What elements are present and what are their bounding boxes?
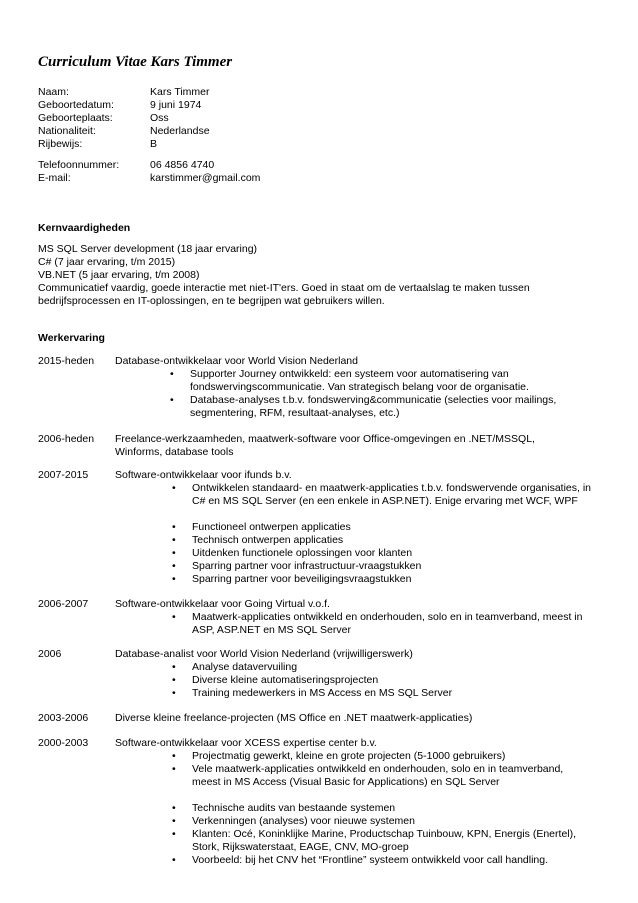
job-bullet-text: Voorbeeld: bij het CNV het “Frontline” systeem ontwikkeld voor call handling. <box>192 854 549 866</box>
bullet-icon: • <box>172 750 176 762</box>
job-bullet <box>172 854 592 867</box>
job-bullet-text: Projectmatig gewerkt, kleine en grote projecten (5-1000 gebruikers) <box>192 750 506 762</box>
bullet-icon: • <box>172 534 176 546</box>
bullet-icon: • <box>172 611 176 623</box>
job-bullet <box>172 573 587 586</box>
job-bullet-text: Analyse datavervuiling <box>192 661 298 673</box>
skill-line: C# (7 jaar ervaring, t/m 2015) <box>38 256 176 268</box>
job-bullet <box>172 482 592 508</box>
job-bullet-text: Supporter Journey ontwikkeld: een systeem voor automatisering van fondswervingscommunicatie. Van strategisch belang voor de organisatie. <box>190 368 529 393</box>
job-bullet <box>172 547 587 560</box>
job-bullet-text: Diverse kleine automatiseringsprojecten <box>192 674 379 686</box>
job-bullet <box>172 750 587 763</box>
job-bullet <box>172 521 587 534</box>
job-title: Software-ontwikkelaar voor Going Virtual v.o.f. <box>115 598 330 610</box>
job-period: 2006-heden <box>38 433 95 445</box>
job-period: 2015-heden <box>38 355 95 367</box>
personal-value-name: Kars Timmer <box>150 86 210 98</box>
job-title: Software-ontwikkelaar voor ifunds b.v. <box>115 469 292 481</box>
skills-heading: Kernvaardigheden <box>38 222 131 234</box>
job-bullet-text: Ontwikkelen standaard- en maatwerk-applicaties t.b.v. fondswervende organisaties, in C# en MS SQL Server (en een enkele in ASP.NET). Enige ervaring met WCF, WPF <box>192 482 592 507</box>
job-bullet-text: Maatwerk-applicaties ontwikkeld en onderhouden, solo en in teamverband, meest in ASP, ASP.NET en MS SQL Server <box>192 611 583 636</box>
skills-paragraph: Communicatief vaardig, goede interactie met niet-IT'ers. Goed in staat om de vertaalslag te maken tussen bedrijfsprocessen en IT-oplossingen, en te begrijpen wat gebruikers willen. <box>38 282 530 307</box>
bullet-icon: • <box>172 802 176 814</box>
job-title: Freelance-werkzaamheden, maatwerk-software voor Office-omgevingen en .NET/MSSQL, Winforms, database tools <box>115 433 535 458</box>
job-bullet-text: Klanten: Océ, Koninklijke Marine, Productschap Tuinbouw, KPN, Energis (Enertel), Stork, Rijkswaterstaat, EAGE, CNV, MO-groep <box>192 828 577 853</box>
contact-value-email: karstimmer@gmail.com <box>150 172 261 184</box>
job-bullet-text: Database-analyses t.b.v. fondswerving&communicatie (selecties voor mailings, segmentering, RFM, resultaat-analyses, etc.) <box>190 394 557 419</box>
job-bullet <box>172 534 587 547</box>
job-period: 2006 <box>38 648 62 660</box>
personal-label-license: Rijbewijs: <box>38 138 83 150</box>
job-period: 2007-2015 <box>38 469 89 481</box>
job-bullet-text: Sparring partner voor beveiligingsvraagstukken <box>192 573 412 585</box>
job-title: Database-ontwikkelaar voor World Vision Nederland <box>115 355 358 367</box>
job-title: Database-analist voor World Vision Nederland (vrijwilligerswerk) <box>115 648 413 660</box>
job-bullet-text: Functioneel ontwerpen applicaties <box>192 521 351 533</box>
skill-line: MS SQL Server development (18 jaar ervaring) <box>38 243 258 255</box>
bullet-icon: • <box>170 368 174 380</box>
bullet-icon: • <box>172 661 176 673</box>
job-bullet-text: Technisch ontwerpen applicaties <box>192 534 344 546</box>
experience-heading: Werkervaring <box>38 332 105 344</box>
job-bullet <box>172 802 587 815</box>
contact-value-phone: 06 4856 4740 <box>150 159 215 171</box>
job-bullet <box>172 674 587 687</box>
job-bullet-text: Uitdenken functionele oplossingen voor klanten <box>192 547 413 559</box>
job-period: 2006-2007 <box>38 598 89 610</box>
personal-label-name: Naam: <box>38 86 69 98</box>
job-bullet <box>170 368 585 394</box>
skill-line: VB.NET (5 jaar ervaring, t/m 2008) <box>38 269 200 281</box>
job-bullet-text: Verkenningen (analyses) voor nieuwe systemen <box>192 815 415 827</box>
job-period: 2000-2003 <box>38 737 89 749</box>
bullet-icon: • <box>172 687 176 699</box>
personal-value-license: B <box>150 138 158 150</box>
job-bullet <box>170 394 585 420</box>
bullet-icon: • <box>172 573 176 585</box>
bullet-icon: • <box>172 815 176 827</box>
bullet-icon: • <box>172 828 176 840</box>
personal-value-nationality: Nederlandse <box>150 125 210 137</box>
job-bullet-text: Training medewerkers in MS Access en MS SQL Server <box>192 687 453 699</box>
job-period: 2003-2006 <box>38 712 89 724</box>
job-bullet-text: Sparring partner voor infrastructuur-vraagstukken <box>192 560 422 572</box>
job-bullet <box>172 560 587 573</box>
job-title: Software-ontwikkelaar voor XCESS expertise center b.v. <box>115 737 377 749</box>
personal-label-nationality: Nationaliteit: <box>38 125 96 137</box>
bullet-icon: • <box>172 854 176 866</box>
contact-label-email: E-mail: <box>38 172 71 184</box>
personal-value-birthdate: 9 juni 1974 <box>150 99 202 111</box>
bullet-icon: • <box>172 674 176 686</box>
job-title: Diverse kleine freelance-projecten (MS Office en .NET maatwerk-applicaties) <box>115 712 473 724</box>
personal-label-birthplace: Geboorteplaats: <box>38 112 113 124</box>
bullet-icon: • <box>170 394 174 406</box>
bullet-icon: • <box>172 560 176 572</box>
bullet-icon: • <box>172 521 176 533</box>
bullet-icon: • <box>172 763 176 775</box>
job-bullet <box>172 828 587 854</box>
bullet-icon: • <box>172 547 176 559</box>
bullet-icon: • <box>172 482 176 494</box>
job-bullet-text: Technische audits van bestaande systemen <box>192 802 396 814</box>
job-bullet <box>172 611 592 637</box>
page-title: Curriculum Vitae Kars Timmer <box>38 54 233 70</box>
job-bullet <box>172 763 587 789</box>
personal-value-birthplace: Oss <box>150 112 169 124</box>
job-bullet <box>172 661 587 674</box>
personal-label-birthdate: Geboortedatum: <box>38 99 114 111</box>
job-bullet <box>172 687 587 700</box>
contact-label-phone: Telefoonnummer: <box>38 159 120 171</box>
job-bullet <box>172 815 587 828</box>
job-bullet-text: Vele maatwerk-applicaties ontwikkeld en onderhouden, solo en in teamverband, meest in MS Access (Visual Basic for Applications) en SQL Server <box>192 763 564 788</box>
